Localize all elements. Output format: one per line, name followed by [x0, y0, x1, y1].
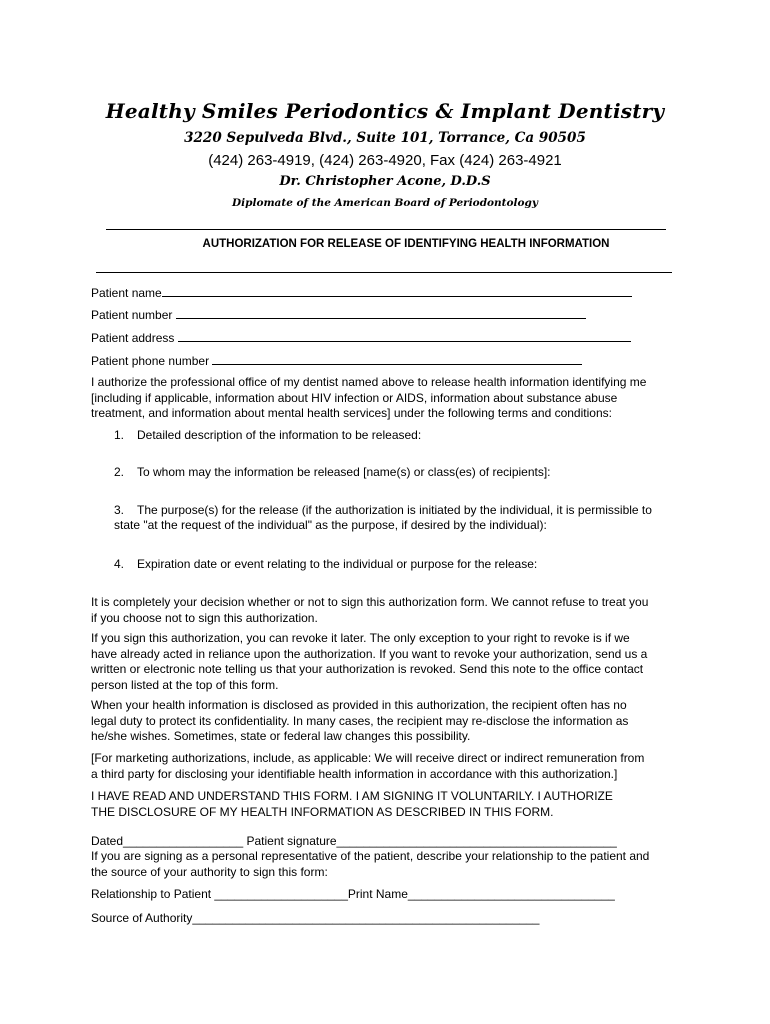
representative-paragraph: [91, 849, 691, 880]
dated-signature-line[interactable]: Dated__________________ Patient signature__________________________________________: [91, 834, 617, 848]
list-item-text: Detailed description of the information to be released:: [137, 428, 422, 442]
relationship-print-name-line[interactable]: Relationship to Patient ____________________Print Name_______________________________: [91, 887, 615, 901]
paragraph-line: If you sign this authorization, you can revoke it later. The only exception to your right to revoke is if we: [91, 631, 630, 645]
intro-line: I authorize the professional office of my dentist named above to release health information identifying me: [91, 375, 647, 389]
patient-phone-label: Patient phone number: [91, 354, 210, 368]
paragraph-line: [For marketing authorizations, include, as applicable: We will receive direct or indirect remuneration from: [91, 751, 645, 765]
doctor-credential: Diplomate of the American Board of Periodontology: [232, 197, 538, 209]
paragraph-line: person listed at the top of this form.: [91, 677, 279, 692]
intro-paragraph: [91, 375, 691, 422]
doctor-name: Dr. Christopher Acone, D.D.S: [279, 174, 491, 189]
decision-paragraph: [91, 595, 691, 626]
patient-address-input[interactable]: [178, 330, 631, 342]
clinic-address: 3220 Sepulveda Blvd., Suite 101, Torrance, Ca 90505: [184, 130, 586, 146]
title-divider: [96, 272, 672, 273]
source-of-authority-line[interactable]: Source of Authority____________________________________________________: [91, 911, 540, 925]
form-title: AUTHORIZATION FOR RELEASE OF IDENTIFYING HEALTH INFORMATION: [202, 238, 610, 250]
acknowledgement-paragraph: [91, 789, 691, 820]
paragraph-line: if you choose not to sign this authorization.: [91, 610, 318, 625]
paragraph-line: It is completely your decision whether or not to sign this authorization form. We cannot refuse to treat you: [91, 595, 649, 609]
list-item-text: The purpose(s) for the release (if the authorization is initiated by the individual, it is permissible to: [137, 503, 652, 517]
patient-number-row: [91, 307, 586, 323]
paragraph-line: I HAVE READ AND UNDERSTAND THIS FORM. I AM SIGNING IT VOLUNTARILY. I AUTHORIZE: [91, 789, 613, 803]
patient-name-label: Patient name: [91, 286, 162, 300]
paragraph-line: he/she wishes. Sometimes, state or federal law changes this possibility.: [91, 729, 471, 743]
clinic-phones: (424) 263-4919, (424) 263-4920, Fax (424) 263-4921: [208, 152, 562, 169]
header-divider: [106, 229, 666, 230]
patient-address-label: Patient address: [91, 331, 175, 345]
paragraph-line: have already acted in reliance upon the authorization. If you want to revoke your authorization, send us a: [91, 646, 648, 661]
clinic-name: Healthy Smiles Periodontics & Implant Dentistry: [105, 99, 665, 123]
intro-line: treatment, and information about mental health services] under the following terms and conditions:: [91, 406, 612, 420]
paragraph-line: the source of your authority to sign this form:: [91, 864, 328, 879]
patient-name-row: [91, 285, 632, 301]
paragraph-line: THE DISCLOSURE OF MY HEALTH INFORMATION AS DESCRIBED IN THIS FORM.: [91, 804, 554, 819]
patient-number-input[interactable]: [176, 307, 586, 319]
intro-line: [including if applicable, information about HIV infection or AIDS, information about substance abuse: [91, 390, 618, 405]
paragraph-line: written or electronic note telling us that your authorization is revoked. Send this note to the office contact: [91, 662, 644, 676]
disclosure-paragraph: [91, 698, 691, 745]
paragraph-line: If you are signing as a personal representative of the patient, describe your relationship to the patient and: [91, 849, 650, 863]
revoke-paragraph: [91, 631, 691, 693]
patient-phone-input[interactable]: [212, 353, 582, 365]
patient-phone-row: [91, 353, 582, 369]
patient-address-row: [91, 330, 631, 346]
patient-number-label: Patient number: [91, 308, 173, 322]
paragraph-line: legal duty to protect its confidentiality. In many cases, the recipient may re-disclose the information as: [91, 713, 629, 728]
list-item-number: 3.: [114, 503, 125, 517]
marketing-paragraph: [91, 751, 691, 782]
list-item-text: To whom may the information be released [name(s) or class(es) of recipients]:: [137, 465, 551, 479]
list-item-text: Expiration date or event relating to the individual or purpose for the release:: [137, 557, 538, 571]
paragraph-line: a third party for disclosing your identifiable health information in accordance with this authorization.]: [91, 766, 618, 781]
list-item-number: 4.: [114, 557, 125, 571]
paragraph-line: When your health information is disclosed as provided in this authorization, the recipient often has no: [91, 698, 627, 712]
patient-name-input[interactable]: [162, 285, 632, 297]
list-item-number: 2.: [114, 465, 125, 479]
list-item-number: 1.: [114, 428, 125, 442]
list-item-text: state "at the request of the individual" as the purpose, if desired by the individual):: [114, 518, 547, 532]
